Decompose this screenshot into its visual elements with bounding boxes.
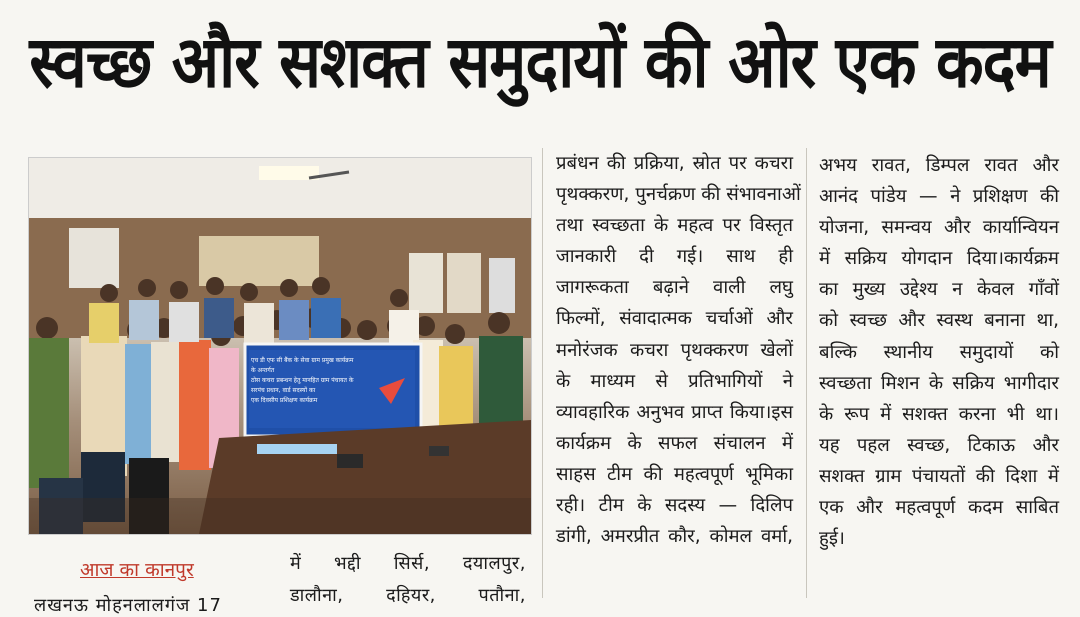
dateline: लखनऊ मोहनलालगंज 17 xyxy=(34,595,222,616)
article-line: मनोरंजक कचरा पृथक्करण खेलों xyxy=(556,339,793,361)
column-divider xyxy=(806,148,807,598)
news-photo xyxy=(28,157,532,535)
article-line: बल्कि स्थानीय समुदायों को xyxy=(819,341,1059,363)
article-line: को स्वच्छ और स्वस्थ बनाना था, xyxy=(819,310,1059,332)
article-column-2 xyxy=(556,148,801,552)
article-line: जागरूकता बढ़ाने वाली लघु xyxy=(556,277,793,299)
article-line: योजना, समन्वय और कार्यान्वियन xyxy=(819,217,1059,239)
article-line: रही। टीम के सदस्य — दिलिप xyxy=(556,495,793,517)
article-line: यह पहल स्वच्छ, टिकाऊ और xyxy=(819,434,1059,456)
article-line: तथा स्वच्छता के महत्व पर विस्तृत xyxy=(556,215,793,237)
article-line: जानकारी दी गई। साथ ही xyxy=(556,246,793,268)
banner-line-5: एक दिवसीय प्रशिक्षण कार्यक्रम xyxy=(251,397,318,404)
article-line: साहस टीम की महत्वपूर्ण भूमिका xyxy=(556,463,793,485)
article-line: स्वच्छता मिशन के सक्रिय भागीदार xyxy=(819,372,1059,394)
column-divider xyxy=(542,148,543,598)
article-column-1 xyxy=(290,548,526,612)
article-line: फिल्मों, संवादात्मक चर्चाओं और xyxy=(556,308,793,330)
banner-line-4: सरपंच प्रधान, वार्ड सदस्यों का xyxy=(251,387,316,394)
article-line: आनंद पांडेय — ने प्रशिक्षण की xyxy=(819,186,1059,208)
article-line: के रूप में सशक्त करना भी था। xyxy=(819,403,1059,425)
article-column-3 xyxy=(819,150,1059,554)
article-line: में भद्दी सिर्स, दयालपुर, xyxy=(290,553,526,574)
headline: स्वच्छ और सशक्त समुदायों की ओर एक कदम xyxy=(29,19,1051,104)
group-photo-illustration xyxy=(29,158,531,534)
banner-line-3: ठोस कचरा प्रबन्धन हेतु मानहित ग्राम पंचायत के xyxy=(251,377,354,384)
article-line: अभय रावत, डिम्पल रावत और xyxy=(819,155,1059,176)
article-line: व्यावहारिक अनुभव प्राप्त किया।इस xyxy=(556,401,793,423)
banner-line-2: के अन्तर्गत xyxy=(251,367,275,374)
article-line: में सक्रिय योगदान दिया।कार्यक्रम xyxy=(819,248,1059,270)
article-line: हुई। xyxy=(819,528,845,550)
article-line: कार्यक्रम के सफल संचालन में xyxy=(556,432,793,454)
article-line: डांगी, अमरप्रीत कौर, कोमल वर्मा, xyxy=(556,526,793,548)
banner-line-1: एच डी एफ सी बैंक के सेवा ग्राम प्रमुख कार्यक्रम xyxy=(251,357,354,364)
article-line: सशक्त ग्राम पंचायतों की दिशा में xyxy=(819,465,1059,487)
article-line: प्रबंधन की प्रक्रिया, स्रोत पर कचरा xyxy=(556,153,793,174)
article-line: पृथक्करण, पुनर्चक्रण की संभावनाओं xyxy=(556,184,801,206)
article-line: एक और महत्वपूर्ण कदम साबित xyxy=(819,497,1059,519)
article-line: का मुख्य उद्देश्य न केवल गाँवों xyxy=(819,279,1059,301)
article-line: के माध्यम से प्रतिभागियों ने xyxy=(556,370,793,392)
training-banner xyxy=(245,344,421,436)
table-phone xyxy=(337,454,363,468)
article-line: डालौना, दहियर, पतौना, xyxy=(290,585,526,606)
source-credit: आज का कानपुर xyxy=(80,559,194,581)
